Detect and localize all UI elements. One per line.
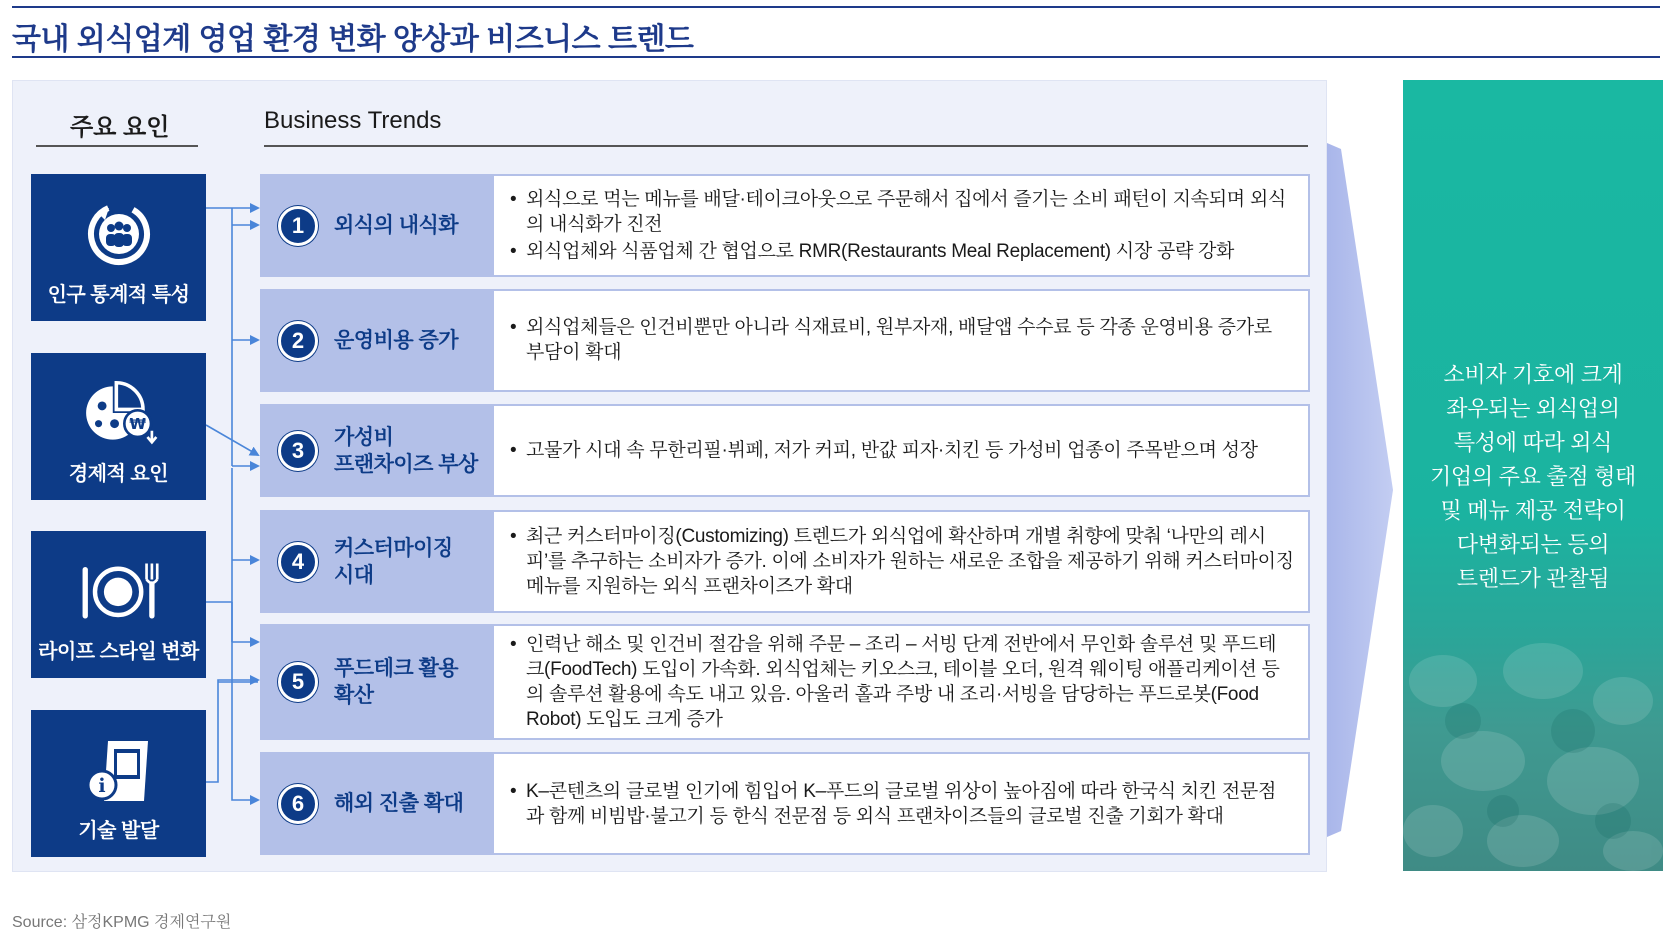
factors-header-rule xyxy=(36,145,198,147)
trends-header-rule xyxy=(264,145,1308,147)
factor-label: 경제적 요인 xyxy=(68,463,169,485)
demographics-icon xyxy=(79,196,159,272)
factor-lifestyle xyxy=(31,531,206,678)
trend-body xyxy=(494,754,1308,853)
trend-bullet: • 외식업체들은 인건비뿐만 아니라 식재료비, 원부자재, 배달앱 수수료 등 각종 운영비용 증가로 부담이 확대 xyxy=(508,315,1294,365)
trend-head xyxy=(262,626,494,738)
trend-body xyxy=(494,176,1308,275)
big-arrow-shape xyxy=(1327,143,1393,837)
dining-icon xyxy=(79,553,159,629)
trend-bullet: • 고물가 시대 속 무한리필·뷔페, 저가 커피, 반값 피자·치킨 등 가성비 업종이 주목받으며 성장 xyxy=(508,438,1294,463)
trend-title: 해외 진출 확대 xyxy=(334,792,464,815)
trend-title: 운영비용 증가 xyxy=(334,329,459,352)
summary-text: 소비자 기호에 크게 좌우되는 외식업의 특성에 따라 외식 기업의 주요 출점 형태 및 메뉴 제공 전략이 다변화되는 등의 트렌드가 관찰됨 xyxy=(1429,362,1636,591)
pizza-won-icon xyxy=(79,375,159,451)
trend-body xyxy=(494,406,1308,495)
factor-label: 기술 발달 xyxy=(78,820,159,842)
trend-title: 외식의 내식화 xyxy=(334,214,459,237)
trend-row-6 xyxy=(260,752,1310,855)
page-title: 국내 외식업계 영업 환경 변화 양상과 비즈니스 트렌드 xyxy=(12,23,694,56)
trend-row-4 xyxy=(260,510,1310,613)
summary-panel xyxy=(1403,80,1663,871)
trend-title: 커스터마이징 시대 xyxy=(334,536,453,587)
trend-title: 가성비 프랜차이즈 부상 xyxy=(334,425,478,476)
trend-head xyxy=(262,406,494,495)
trend-number-badge: 1 xyxy=(278,206,318,246)
top-rule xyxy=(12,6,1660,8)
trend-bullet: • 외식업체와 식품업체 간 협업으로 RMR(Restaurants Meal Replacement) 시장 공략 강화 xyxy=(508,239,1294,264)
trends-header: Business Trends xyxy=(264,107,442,134)
title-rule xyxy=(12,56,1660,58)
trend-row-1 xyxy=(260,174,1310,277)
trend-row-3 xyxy=(260,404,1310,497)
source-note: Source: 삼정KPMG 경제연구원 xyxy=(12,914,232,931)
trend-row-2 xyxy=(260,289,1310,392)
svg-text:₩: ₩ xyxy=(128,415,146,433)
factor-economic xyxy=(31,353,206,500)
trend-bullet: • 인력난 해소 및 인건비 절감을 위해 주문 – 조리 – 서빙 단계 전반에서 무인화 솔루션 및 푸드테크(FoodTech) 도입이 가속화. 외식업체는 키오스크, 테이블 오더, 원격 웨이팅 애플리케이션 등의 솔루션 활용에 속도 내고 있음. 아울러 홀과 주방 내 조리·서빙을 담당하는 푸드로봇(Food Robot) 도입도 크게 증가 xyxy=(508,632,1294,732)
kiosk-icon xyxy=(79,732,159,808)
trend-number-badge: 6 xyxy=(278,784,318,824)
trend-number-badge: 3 xyxy=(278,431,318,471)
trend-row-5 xyxy=(260,624,1310,740)
svg-text:i: i xyxy=(97,775,106,797)
factors-header: 주요 요인 xyxy=(70,114,170,141)
trend-number-badge: 2 xyxy=(278,321,318,361)
trend-number-badge: 5 xyxy=(278,662,318,702)
factor-label: 인구 통계적 특성 xyxy=(47,284,190,306)
trend-bullet: • 외식으로 먹는 메뉴를 배달·테이크아웃으로 주문해서 집에서 즐기는 소비 패턴이 지속되며 외식의 내식화가 진전 xyxy=(508,187,1294,237)
trend-bullet: • 최근 커스터마이징(Customizing) 트렌드가 외식업에 확산하며 개별 취향에 맞춰 ‘나만의 레시피’를 추구하는 소비자가 증가. 이에 소비자가 원하는 새로운 조합을 제공하기 위해 커스터마이징 메뉴를 지원하는 외식 프랜차이즈가 확대 xyxy=(508,524,1294,599)
trend-head xyxy=(262,754,494,853)
trend-bullet: • K–콘텐츠의 글로벌 인기에 힘입어 K–푸드의 글로벌 위상이 높아짐에 따라 한국식 치킨 전문점과 함께 비빔밥·불고기 등 한식 전문점 등 외식 프랜차이즈들의 글로벌 진출 기회가 확대 xyxy=(508,779,1294,829)
food-photo-texture xyxy=(1403,611,1663,871)
trend-head xyxy=(262,291,494,390)
trend-body xyxy=(494,291,1308,390)
trend-number-badge: 4 xyxy=(278,542,318,582)
trend-title: 푸드테크 활용 확산 xyxy=(334,657,459,707)
factor-label: 라이프 스타일 변화 xyxy=(38,641,199,663)
trend-body xyxy=(494,512,1308,611)
trend-head xyxy=(262,512,494,611)
factor-demographics xyxy=(31,174,206,321)
trend-head xyxy=(262,176,494,275)
trend-body xyxy=(494,626,1308,738)
factor-technology xyxy=(31,710,206,857)
